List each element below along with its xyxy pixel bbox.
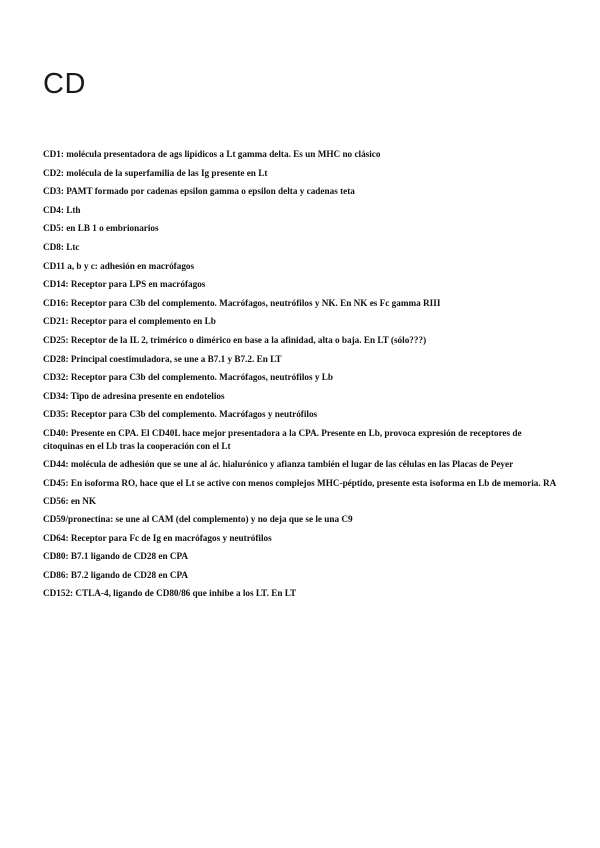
cd-entry-cd5: CD5: en LB 1 o embrionarios <box>43 223 159 234</box>
cd-entry-cd40: CD40: Presente en CPA. El CD40L hace mejor presentadora a la CPA. Presente en Lb, provoca expresión de receptores de citoquinas en el Lb tras la cooperación con el Lt <box>43 427 522 451</box>
cd-entry-cd152: CD152: CTLA-4, ligando de CD80/86 que inhibe a los LT. En LT <box>43 588 297 599</box>
cd-entry-cd86: CD86: B7.2 ligando de CD28 en CPA <box>43 569 189 580</box>
cd-entry-list <box>43 148 563 606</box>
cd-entry-cd16: CD16: Receptor para C3b del complemento. Macrófagos, neutrófilos y NK. En NK es Fc gamma RIII <box>43 297 441 308</box>
cd-entry-cd80: CD80: B7.1 ligando de CD28 en CPA <box>43 551 189 562</box>
cd-entry-cd21: CD21: Receptor para el complemento en Lb <box>43 316 216 327</box>
cd-entry-cd3: CD3: PAMT formado por cadenas epsilon gamma o epsilon delta y cadenas teta <box>43 186 355 197</box>
cd-entry-cd59: CD59/pronectina: se une al CAM (del complemento) y no deja que se le una C9 <box>43 514 353 525</box>
cd-entry-cd28: CD28: Principal coestimuladora, se une a B7.1 y B7.2. En LT <box>43 353 282 364</box>
cd-entry-cd34: CD34: Tipo de adresina presente en endotelios <box>43 390 225 401</box>
cd-entry-cd25: CD25: Receptor de la IL 2, trimérico o dimérico en base a la afinidad, alta o baja. En LT (sólo???) <box>43 334 427 345</box>
cd-entry-cd64: CD64: Receptor para Fc de Ig en macrófagos y neutrófilos <box>43 532 272 543</box>
cd-entry-cd2: CD2: molécula de la superfamilia de las Ig presente en Lt <box>43 167 268 178</box>
cd-entry-cd45: CD45: En isoforma RO, hace que el Lt se active con menos complejos MHC-péptido, presente esta isoforma en Lb de memoria. RA <box>43 477 557 488</box>
cd-entry-cd1: CD1: molécula presentadora de ags lipídicos a Lt gamma delta. Es un MHC no clásico <box>43 149 381 159</box>
page-title: CD <box>43 68 86 100</box>
cd-entry-cd11: CD11 a, b y c: adhesión en macrófagos <box>43 260 195 271</box>
cd-entry-cd44: CD44: molécula de adhesión que se une al ác. hialurónico y afianza también el lugar de las células en las Placas de Peyer <box>43 458 514 469</box>
cd-entry-cd8: CD8: Ltc <box>43 241 80 252</box>
cd-entry-cd35: CD35: Receptor para C3b del complemento. Macrófagos y neutrófilos <box>43 409 318 420</box>
cd-entry-cd32: CD32: Receptor para C3b del complemento. Macrófagos, neutrófilos y Lb <box>43 372 333 383</box>
cd-entry-cd4: CD4: Lth <box>43 204 81 215</box>
cd-entry-cd14: CD14: Receptor para LPS en macrófagos <box>43 279 206 290</box>
cd-entry-cd56: CD56: en NK <box>43 495 97 506</box>
